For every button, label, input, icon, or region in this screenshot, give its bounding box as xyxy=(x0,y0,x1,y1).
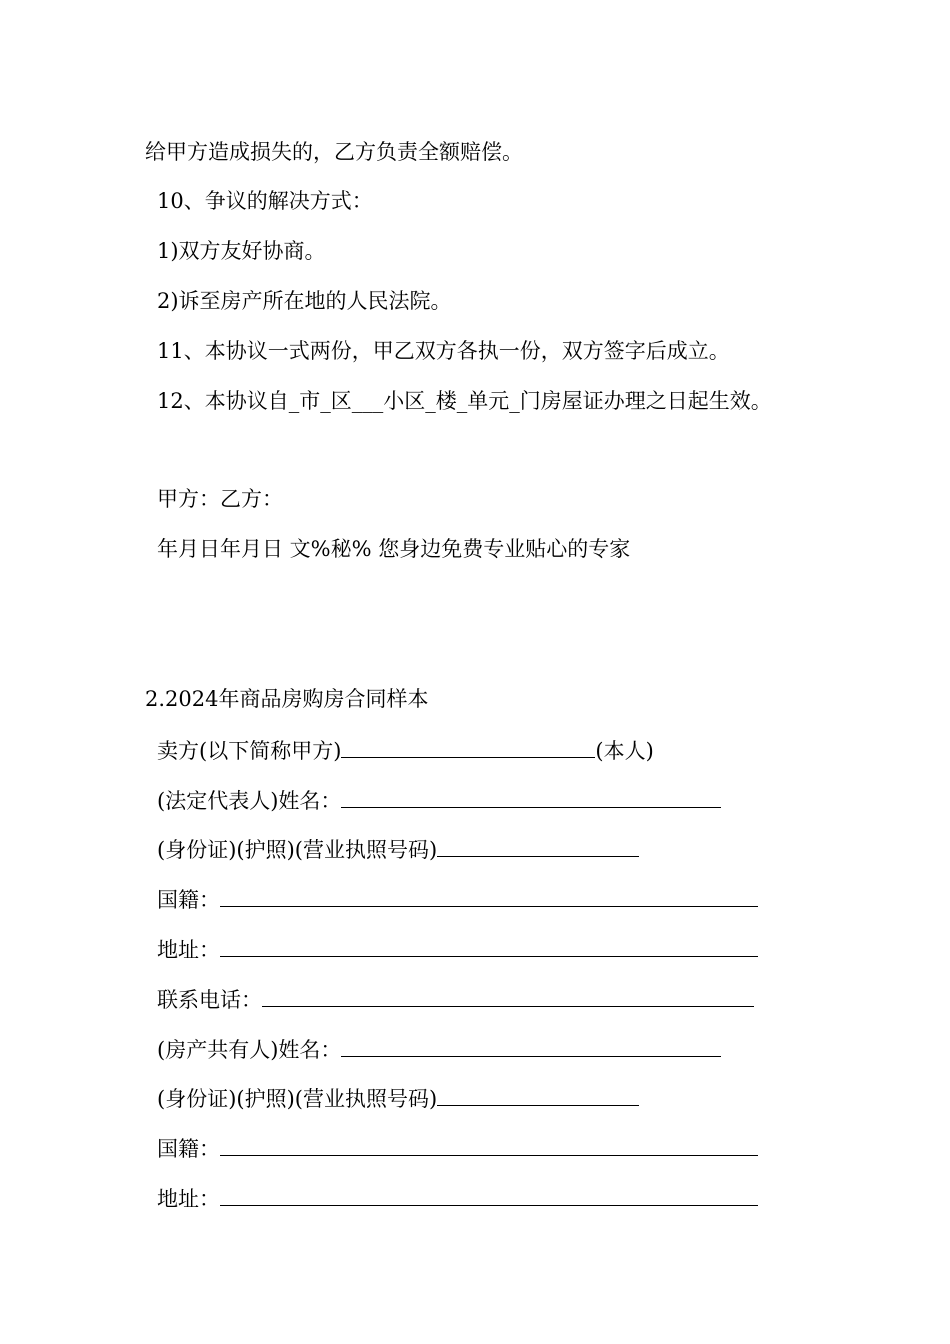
seller-label: 卖方(以下简称甲方) xyxy=(157,739,342,763)
address-label-2: 地址： xyxy=(157,1187,220,1211)
phone-label: 联系电话： xyxy=(157,988,262,1012)
section-2-title: 2.2024年商品房购房合同样本 xyxy=(145,687,429,711)
nationality-label: 国籍： xyxy=(157,888,220,912)
signature-line: 甲方：乙方： xyxy=(157,487,283,511)
id-label-2: (身份证)(护照)(营业执照号码) xyxy=(157,1087,438,1111)
nationality-blank-2 xyxy=(220,1133,758,1156)
nationality-row xyxy=(157,884,758,914)
seller-row xyxy=(157,735,654,765)
co-owner-blank xyxy=(341,1034,721,1057)
id-blank-2 xyxy=(437,1083,639,1106)
date-line: 年月日年月日 文%秘% 您身边免费专业贴心的专家 xyxy=(157,537,631,561)
clause-9-continuation: 给甲方造成损失的，乙方负责全额赔偿。 xyxy=(145,140,523,164)
phone-blank xyxy=(262,984,754,1007)
address-row xyxy=(157,934,758,964)
seller-suffix: (本人) xyxy=(595,739,654,763)
address-blank xyxy=(220,934,758,957)
clause-10-option-1: 1)双方友好协商。 xyxy=(157,239,326,263)
phone-row xyxy=(157,984,754,1014)
clause-11: 11、本协议一式两份，甲乙双方各执一份，双方签字后成立。 xyxy=(157,339,730,363)
nationality-blank xyxy=(220,884,758,907)
nationality-row-2 xyxy=(157,1133,758,1163)
co-owner-row xyxy=(157,1034,721,1064)
clause-10-heading: 10、争议的解决方式： xyxy=(157,189,373,213)
id-blank xyxy=(437,834,639,857)
clause-12: 12、本协议自_市_区___小区_楼_单元_门房屋证办理之日起生效。 xyxy=(157,389,772,413)
nationality-label-2: 国籍： xyxy=(157,1137,220,1161)
co-owner-label: (房产共有人)姓名： xyxy=(157,1038,342,1062)
address-label: 地址： xyxy=(157,938,220,962)
id-label: (身份证)(护照)(营业执照号码) xyxy=(157,838,438,862)
seller-blank xyxy=(341,735,595,758)
id-row-2 xyxy=(157,1083,639,1113)
address-blank-2 xyxy=(220,1183,758,1206)
clause-10-option-2: 2)诉至房产所在地的人民法院。 xyxy=(157,289,452,313)
id-row xyxy=(157,834,639,864)
address-row-2 xyxy=(157,1183,758,1213)
legal-rep-row xyxy=(157,785,721,815)
legal-rep-label: (法定代表人)姓名： xyxy=(157,789,342,813)
legal-rep-blank xyxy=(341,785,721,808)
